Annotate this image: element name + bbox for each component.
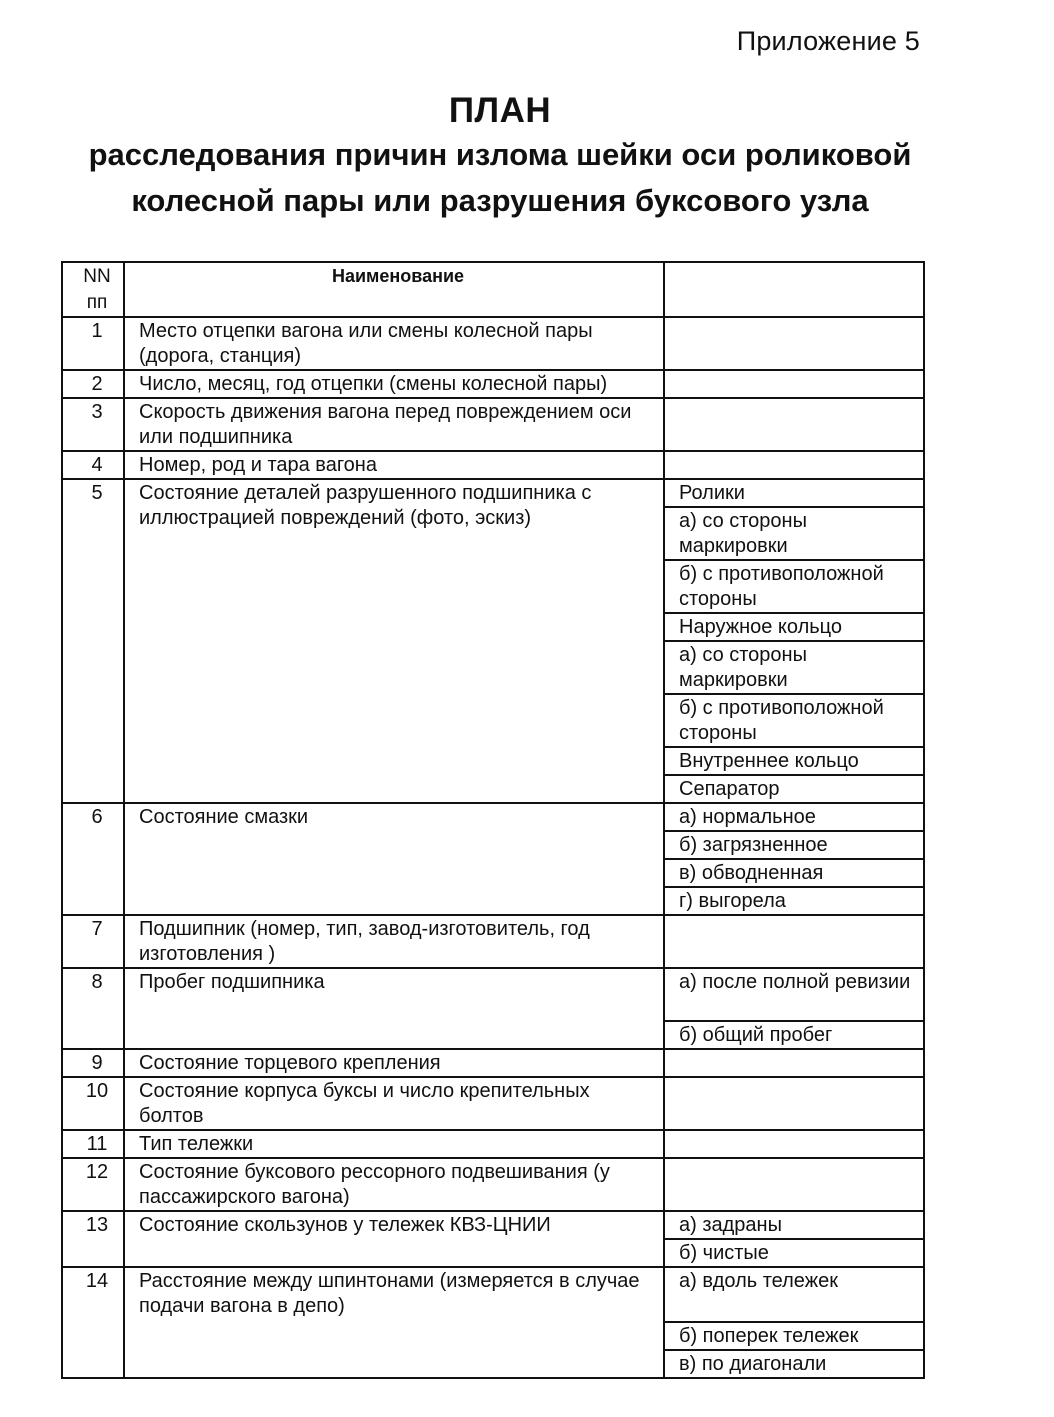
row-number: 11 — [62, 1130, 124, 1158]
table-row — [62, 370, 924, 398]
table-row — [62, 1267, 924, 1322]
row-value-empty — [664, 451, 924, 479]
document-title — [0, 90, 1000, 224]
row-name: Состояние смазки — [124, 803, 664, 915]
row-option: Сепаратор — [664, 775, 924, 803]
row-number: 4 — [62, 451, 124, 479]
table-header-row — [62, 262, 924, 317]
row-value-empty — [664, 370, 924, 398]
row-option: Наружное кольцо — [664, 613, 924, 641]
row-option: а) со стороны маркировки — [664, 641, 924, 694]
table-row — [62, 1158, 924, 1211]
row-value-empty — [664, 1158, 924, 1211]
row-number: 7 — [62, 915, 124, 968]
row-number: 12 — [62, 1158, 124, 1211]
row-name: Номер, род и тара вагона — [124, 451, 664, 479]
row-option: б) загрязненное — [664, 831, 924, 859]
investigation-plan-table — [61, 261, 925, 1379]
row-value-empty — [664, 1130, 924, 1158]
row-option: а) после полной ревизии — [664, 968, 924, 1021]
row-name: Расстояние между шпинтонами (измеряется в случае подачи вагона в депо) — [124, 1267, 664, 1378]
table-row — [62, 317, 924, 370]
row-name: Состояние буксового рессорного подвешивания (у пассажирского вагона) — [124, 1158, 664, 1211]
table-row — [62, 915, 924, 968]
row-option: а) задраны — [664, 1211, 924, 1239]
row-name: Подшипник (номер, тип, завод-изготовитель, год изготовления ) — [124, 915, 664, 968]
row-option: в) по диагонали — [664, 1350, 924, 1378]
row-number: 3 — [62, 398, 124, 451]
row-option: б) общий пробег — [664, 1021, 924, 1049]
row-option: а) вдоль тележек — [664, 1267, 924, 1322]
table-row — [62, 479, 924, 507]
row-option: в) обводненная — [664, 859, 924, 887]
title-subtitle-line-2: колесной пары или разрушения буксового узла — [131, 183, 869, 218]
row-number: 10 — [62, 1077, 124, 1130]
table-row — [62, 968, 924, 1021]
table-body — [62, 317, 924, 1378]
table-row — [62, 1049, 924, 1077]
row-number: 1 — [62, 317, 124, 370]
row-option: б) с противоположной стороны — [664, 694, 924, 747]
row-option: Внутреннее кольцо — [664, 747, 924, 775]
table-row — [62, 803, 924, 831]
table-row — [62, 1077, 924, 1130]
row-name: Состояние корпуса буксы и число крепительных болтов — [124, 1077, 664, 1130]
row-option: Ролики — [664, 479, 924, 507]
row-name: Число, месяц, год отцепки (смены колесной пары) — [124, 370, 664, 398]
table-row — [62, 398, 924, 451]
row-value-empty — [664, 1077, 924, 1130]
appendix-label: Приложение 5 — [736, 26, 920, 56]
title-subtitle-line-1: расследования причин излома шейки оси роликовой — [88, 137, 912, 172]
row-name: Тип тележки — [124, 1130, 664, 1158]
row-number: 9 — [62, 1049, 124, 1077]
title-main: ПЛАН — [448, 91, 552, 130]
row-value-empty — [664, 398, 924, 451]
row-name: Пробег подшипника — [124, 968, 664, 1049]
row-option: б) поперек тележек — [664, 1322, 924, 1350]
row-option: а) со стороны маркировки — [664, 507, 924, 560]
row-number: 2 — [62, 370, 124, 398]
row-name: Место отцепки вагона или смены колесной пары (дорога, станция) — [124, 317, 664, 370]
row-value-empty — [664, 915, 924, 968]
row-name: Состояние торцевого крепления — [124, 1049, 664, 1077]
row-name: Состояние деталей разрушенного подшипника с иллюстрацией повреждений (фото, эскиз) — [124, 479, 664, 803]
row-option: г) выгорела — [664, 887, 924, 915]
table-row — [62, 451, 924, 479]
header-name: Наименование — [124, 262, 664, 317]
header-value — [664, 262, 924, 317]
row-name: Скорость движения вагона перед повреждением оси или подшипника — [124, 398, 664, 451]
header-num: NN пп — [62, 262, 124, 317]
row-number: 14 — [62, 1267, 124, 1378]
row-number: 5 — [62, 479, 124, 803]
row-option: а) нормальное — [664, 803, 924, 831]
table-row — [62, 1211, 924, 1239]
row-option: б) с противоположной стороны — [664, 560, 924, 613]
row-name: Состояние скользунов у тележек КВЗ-ЦНИИ — [124, 1211, 664, 1267]
row-number: 8 — [62, 968, 124, 1049]
table-row — [62, 1130, 924, 1158]
row-value-empty — [664, 317, 924, 370]
row-value-empty — [664, 1049, 924, 1077]
row-number: 6 — [62, 803, 124, 915]
row-number: 13 — [62, 1211, 124, 1267]
row-option: б) чистые — [664, 1239, 924, 1267]
title-subtitle — [0, 132, 1000, 224]
